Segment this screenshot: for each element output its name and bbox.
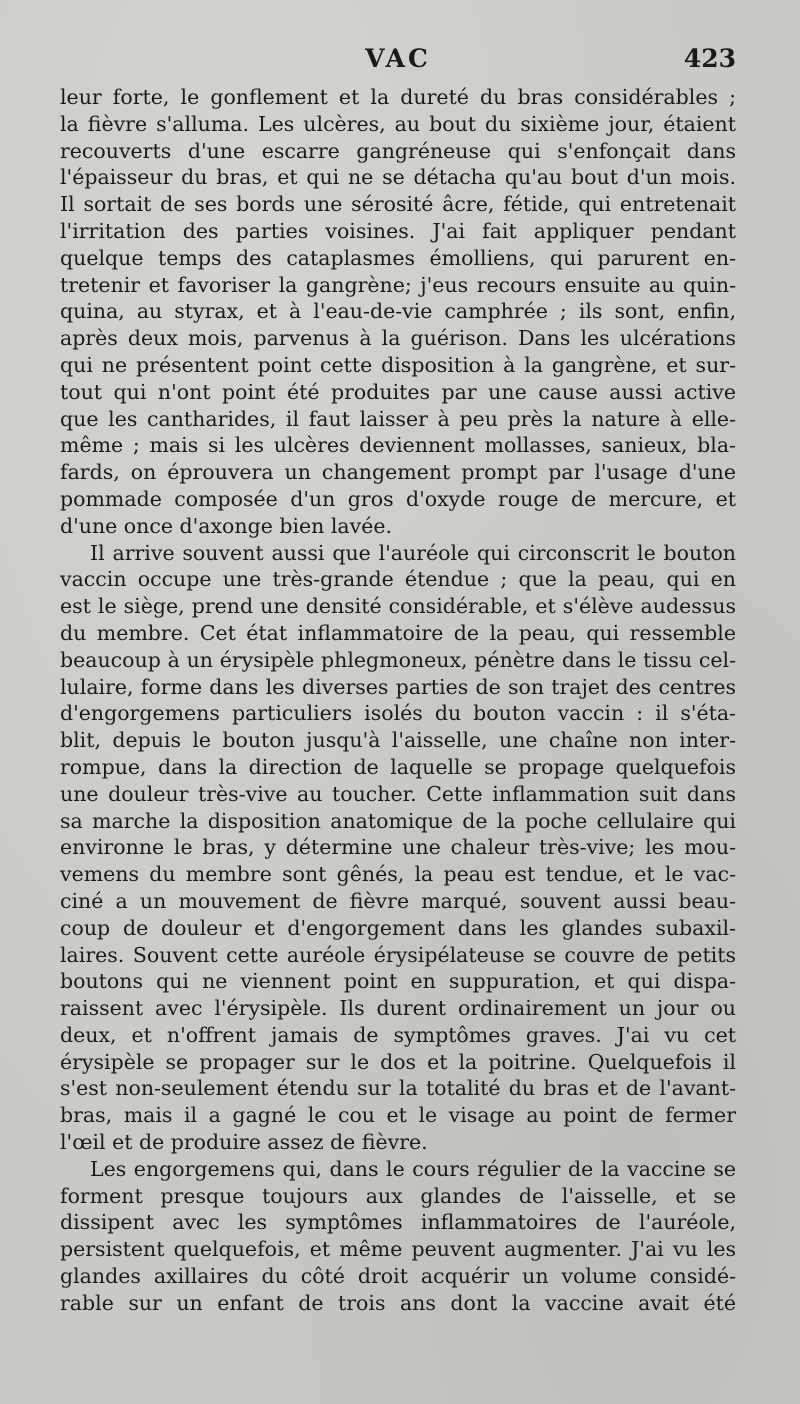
text-line: vaccin occupe une très-grande étendue ; que la peau, qui en <box>60 567 736 592</box>
text-line: dissipent avec les symptômes inflammatoires de l'auréole, <box>60 1210 736 1235</box>
text-line: après deux mois, parvenus à la guérison. Dans les ulcérations <box>60 326 736 351</box>
text-line: forment presque toujours aux glandes de l'aisselle, et se <box>60 1183 736 1208</box>
text-line: la fièvre s'alluma. Les ulcères, au bout du sixième jour, étaient <box>60 111 736 136</box>
text-line: pommade composée d'un gros d'oxyde rouge de mercure, et <box>60 486 736 511</box>
text-line: environne le bras, y détermine une chaleur très-vive; les mou- <box>60 835 736 860</box>
text-line: quina, au styrax, et à l'eau-de-vie camphrée ; ils sont, enfin, <box>60 299 736 324</box>
text-line: recouverts d'une escarre gangréneuse qui s'enfonçait dans <box>60 138 736 163</box>
text-line: sa marche la disposition anatomique de la poche cellulaire qui <box>60 808 736 833</box>
paragraph-start-line: Les engorgemens qui, dans le cours régulier de la vaccine se <box>90 1156 736 1181</box>
text-line: s'est non-seulement étendu sur la totalité du bras et de l'avant- <box>60 1076 736 1101</box>
text-line: une douleur très-vive au toucher. Cette inflammation suit dans <box>60 781 736 806</box>
text-line: qui ne présentent point cette disposition à la gangrène, et sur- <box>60 352 736 377</box>
text-line: rable sur un enfant de trois ans dont la vaccine avait été <box>60 1290 736 1315</box>
text-line: blit, depuis le bouton jusqu'à l'aisselle, une chaîne non inter- <box>60 728 736 753</box>
text-line: que les cantharides, il faut laisser à peu près la nature à elle- <box>60 406 736 431</box>
text-line: glandes axillaires du côté droit acquérir un volume considé- <box>60 1264 736 1289</box>
text-line: lulaire, forme dans les diverses parties de son trajet des centres <box>60 674 736 699</box>
text-line: laires. Souvent cette auréole érysipélateuse se couvre de petits <box>60 942 736 967</box>
text-line: deux, et n'offrent jamais de symptômes graves. J'ai vu cet <box>60 1022 736 1047</box>
text-line: rompue, dans la direction de laquelle se propage quelquefois <box>60 754 736 779</box>
text-line: du membre. Cet état inflammatoire de la peau, qui ressemble <box>60 620 736 645</box>
running-head: VAC <box>365 44 431 73</box>
text-line: raissent avec l'érysipèle. Ils durent ordinairement un jour ou <box>60 996 736 1021</box>
text-line: érysipèle se propager sur le dos et la poitrine. Quelquefois il <box>60 1049 736 1074</box>
text-line: quelque temps des cataplasmes émolliens, qui parurent en- <box>60 245 736 270</box>
page-number: 423 <box>683 44 736 73</box>
paragraph-end-line: d'une once d'axonge bien lavée. <box>60 513 393 538</box>
body-text <box>60 84 736 1317</box>
page-header <box>60 44 736 78</box>
text-line: boutons qui ne viennent point en suppuration, et qui dispa- <box>60 969 736 994</box>
text-line: est le siège, prend une densité considérable, et s'élève audessus <box>60 594 736 619</box>
text-line: l'irritation des parties voisines. J'ai fait appliquer pendant <box>60 218 736 243</box>
text-line: bras, mais il a gagné le cou et le visage au point de fermer <box>60 1103 736 1128</box>
text-line: coup de douleur et d'engorgement dans les glandes subaxil- <box>60 915 736 940</box>
text-line: tout qui n'ont point été produites par une cause aussi active <box>60 379 736 404</box>
paragraph-start-line: Il arrive souvent aussi que l'auréole qui circonscrit le bouton <box>90 540 736 565</box>
text-line: Il sortait de ses bords une sérosité âcre, fétide, qui entretenait <box>60 192 736 217</box>
text-line: vemens du membre sont gênés, la peau est tendue, et le vac- <box>60 862 736 887</box>
text-line: beaucoup à un érysipèle phlegmoneux, pénètre dans le tissu cel- <box>60 647 736 672</box>
paragraph-end-line: l'œil et de produire assez de fièvre. <box>60 1130 428 1155</box>
text-line: tretenir et favoriser la gangrène; j'eus recours ensuite au quin- <box>60 272 736 297</box>
text-line: même ; mais si les ulcères deviennent mollasses, sanieux, bla- <box>60 433 736 458</box>
text-line: ciné a un mouvement de fièvre marqué, souvent aussi beau- <box>60 888 736 913</box>
text-line: l'épaisseur du bras, et qui ne se détacha qu'au bout d'un mois. <box>60 165 736 190</box>
text-line: fards, on éprouvera un changement prompt par l'usage d'une <box>60 460 736 485</box>
text-line: d'engorgemens particuliers isolés du bouton vaccin : il s'éta- <box>60 701 736 726</box>
text-line: leur forte, le gonflement et la dureté du bras considérables ; <box>60 85 736 109</box>
text-line: persistent quelquefois, et même peuvent augmenter. J'ai vu les <box>60 1237 736 1262</box>
